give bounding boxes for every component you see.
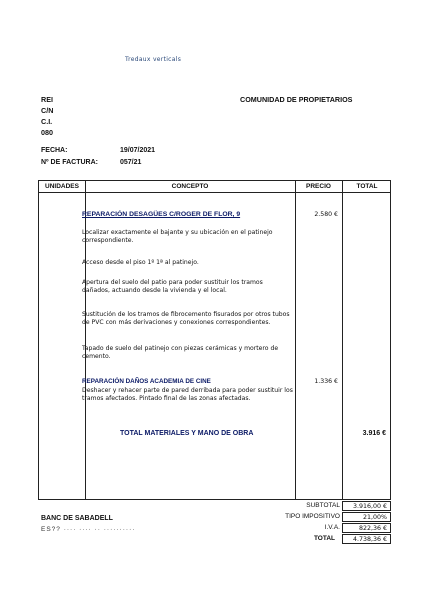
bank-account: ES?? ···· ···· ·· ·········· [41,526,136,533]
client-postal-code: 080 [41,128,53,137]
item-description: Sustitución de los tramos de fibrocemento fisurados por otros tubos de PVC con más derivaciones y conexiones correspondientes. [82,311,290,327]
grand-total-value: 4.738,36 € [342,534,391,544]
item-title: REPARACIÓN DESAGÜES C/ROGER DE FLOR, 9 [82,211,241,218]
table-total-value: 3.916 € [362,430,386,437]
bank-name: BANC DE SABADELL [41,515,113,522]
item-description: Localizar exactamente el bajante y su ubicación en el patinejo correspondiente. [82,229,273,245]
client-name: REI [41,95,53,104]
table-total-label: TOTAL MATERIALES Y MANO DE OBRA [120,430,254,437]
subtotal-label: SUBTOTAL [306,502,340,509]
column-divider [295,181,296,499]
date-label: FECHA: [41,147,68,154]
invoice-table [38,180,391,500]
item-description: Apertura del suelo del patio para poder sustituir los tramos dañados, actuando desde la vivienda y el local. [82,279,263,295]
tax-type-value: 21,00% [342,512,391,522]
invoice-number-value: 057/21 [120,159,142,166]
client-cif: C.I. [41,117,53,126]
client-address: C/N [41,106,54,115]
client-community: COMUNIDAD DE PROPIETARIOS [240,95,353,104]
item-description: Acceso desde el piso 1º 1ª al patinejo. [82,259,199,266]
iva-label: I.V.A. [324,524,340,531]
iva-value: 822,36 € [342,523,391,533]
column-divider [342,181,343,499]
header-units: UNIDADES [45,183,79,190]
item-price: 2.580 € [314,211,338,218]
item-price: 1.336 € [314,378,338,385]
tax-type-label: TIPO IMPOSITIVO [285,513,340,520]
header-concept: CONCEPTO [171,183,209,190]
invoice-number-label: Nº DE FACTURA: [41,159,98,166]
header-divider [39,192,390,193]
header-price: PRECIO [306,183,331,190]
item-description: Tapado de suelo del patinejo con piezas cerámicas y mortero de cemento. [82,345,279,361]
header-total: TOTAL [356,183,378,190]
grand-total-label: TOTAL [313,535,335,542]
company-logo-text: Tredaux verticals [125,56,182,63]
subtotal-value: 3.916,00 € [342,501,391,511]
item-description: Deshacer y rehacer parte de pared derribada para poder sustituir los tramos afectados. Pintado final de las zonas afectadas. [82,387,293,403]
item-title: REPARACIÓN DAÑOS ACADEMIA DE CINE [82,378,211,385]
date-value: 19/07/2021 [120,147,156,154]
